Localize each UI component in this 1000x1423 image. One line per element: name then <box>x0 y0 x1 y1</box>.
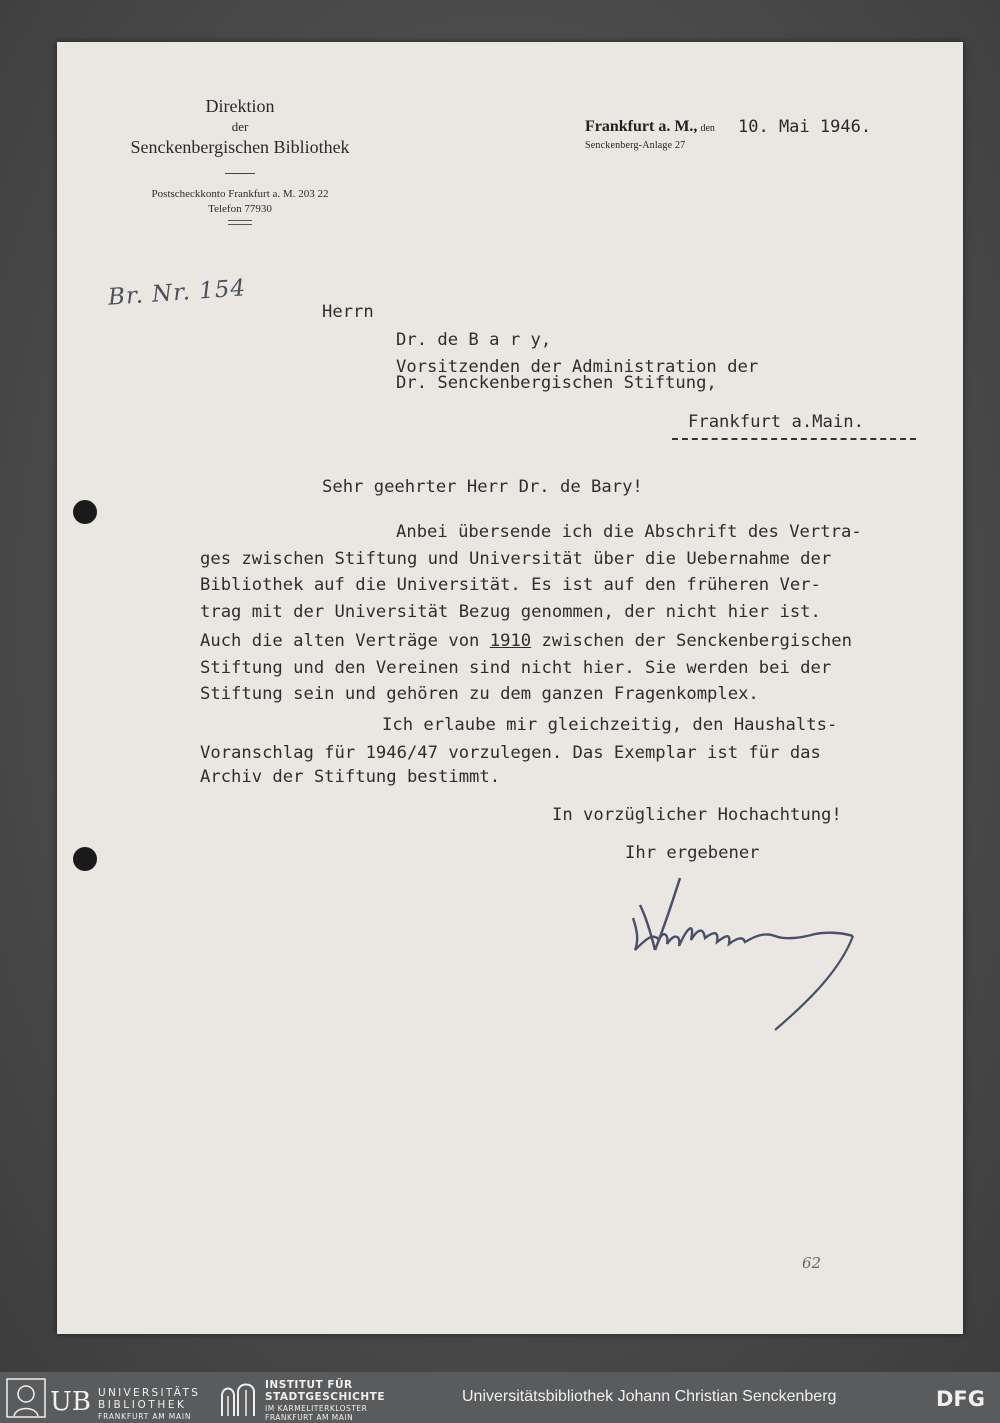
signature-mark <box>625 870 865 1040</box>
footer-institution-name: Universitätsbibliothek Johann Christian Senckenberg <box>462 1388 837 1405</box>
body-line-5-pre: Auch die alten Verträge von <box>200 631 490 651</box>
body-line-5-post: zwischen der Senckenbergischen <box>531 631 852 651</box>
letterhead-telefon: Telefon 77930 <box>208 203 272 215</box>
letterhead-rule <box>225 173 255 174</box>
ub-line-3: FRANKFURT AM MAIN <box>98 1412 192 1421</box>
closing-line-1: In vorzüglicher Hochachtung! <box>552 805 842 825</box>
body-line-10: Archiv der Stiftung bestimmt. <box>200 767 501 787</box>
recipient-city-underline <box>672 438 916 440</box>
isg-line-2: STADTGESCHICHTE <box>265 1391 385 1403</box>
isg-logo-icon <box>218 1380 258 1418</box>
isg-line-4: FRANKFURT AM MAIN <box>265 1413 354 1422</box>
punch-hole-bottom <box>73 847 97 871</box>
recipient-title-1: Vorsitzenden der Administration der <box>396 357 759 377</box>
greeting: Sehr geehrter Herr Dr. de Bary! <box>322 477 643 497</box>
ub-logo-icon <box>6 1378 96 1418</box>
body-line-6: Stiftung und den Vereinen sind nicht hier. Sie werden bei der <box>200 658 832 678</box>
letterhead-der: der <box>231 119 249 134</box>
body-line-5-year: 1910 <box>489 631 532 651</box>
recipient-title-2: Dr. Senckenbergischen Stiftung, <box>396 373 717 393</box>
letterhead <box>95 95 385 225</box>
ub-line-1: UNIVERSITÄTS <box>98 1387 201 1399</box>
body-line-1: Anbei übersende ich die Abschrift des Vertra- <box>396 522 862 542</box>
body-line-2: ges zwischen Stiftung und Universität über die Uebernahme der <box>200 549 832 569</box>
page-number: 62 <box>802 1254 822 1272</box>
dfg-logo-icon <box>936 1386 992 1410</box>
body-line-4: trag mit der Universität Bezug genommen, der nicht hier ist. <box>200 602 821 622</box>
isg-line-1: INSTITUT FÜR <box>265 1379 353 1391</box>
body-line-9: Voranschlag für 1946/47 vorzulegen. Das Exemplar ist für das <box>200 743 821 763</box>
isg-line-3: IM KARMELITERKLOSTER <box>265 1404 368 1413</box>
closing-line-2: Ihr ergebener <box>625 843 760 863</box>
recipient-herrn: Herrn <box>322 302 374 322</box>
place-den: den <box>700 123 715 134</box>
punch-hole-top <box>73 500 97 524</box>
body-line-7: Stiftung sein und gehören zu dem ganzen Fragenkomplex. <box>200 684 759 704</box>
place-address: Senckenberg-Anlage 27 <box>585 140 686 151</box>
svg-text:UB: UB <box>50 1387 92 1417</box>
letterhead-postscheck: Postscheckkonto Frankfurt a. M. 203 22 <box>151 188 329 200</box>
recipient-name: Dr. de B a r y, <box>396 330 552 350</box>
recipient-city: Frankfurt a.Main. <box>688 412 864 432</box>
isg-text-block <box>265 1379 385 1422</box>
letterhead-institution: Senckenbergischen Bibliothek <box>130 137 350 157</box>
footer-bar <box>0 1372 1000 1423</box>
letter-date: 10. Mai 1946. <box>738 117 872 137</box>
handwritten-reference-number: Br. Nr. 154 <box>107 275 247 311</box>
place-block <box>585 118 715 151</box>
body-line-8: Ich erlaube mir gleichzeitig, den Haushalts- <box>382 715 838 735</box>
ub-text-block <box>98 1387 200 1423</box>
body-line-5 <box>200 629 963 653</box>
letterhead-direktion: Direktion <box>205 96 275 116</box>
body-line-3: Bibliothek auf die Universität. Es ist auf den früheren Ver- <box>200 575 821 595</box>
ub-line-2: BIBLIOTHEK <box>98 1399 187 1411</box>
dfg-text: DFG <box>936 1387 986 1410</box>
letterhead-double-rule <box>228 220 252 225</box>
place-city: Frankfurt a. M., <box>585 118 698 135</box>
